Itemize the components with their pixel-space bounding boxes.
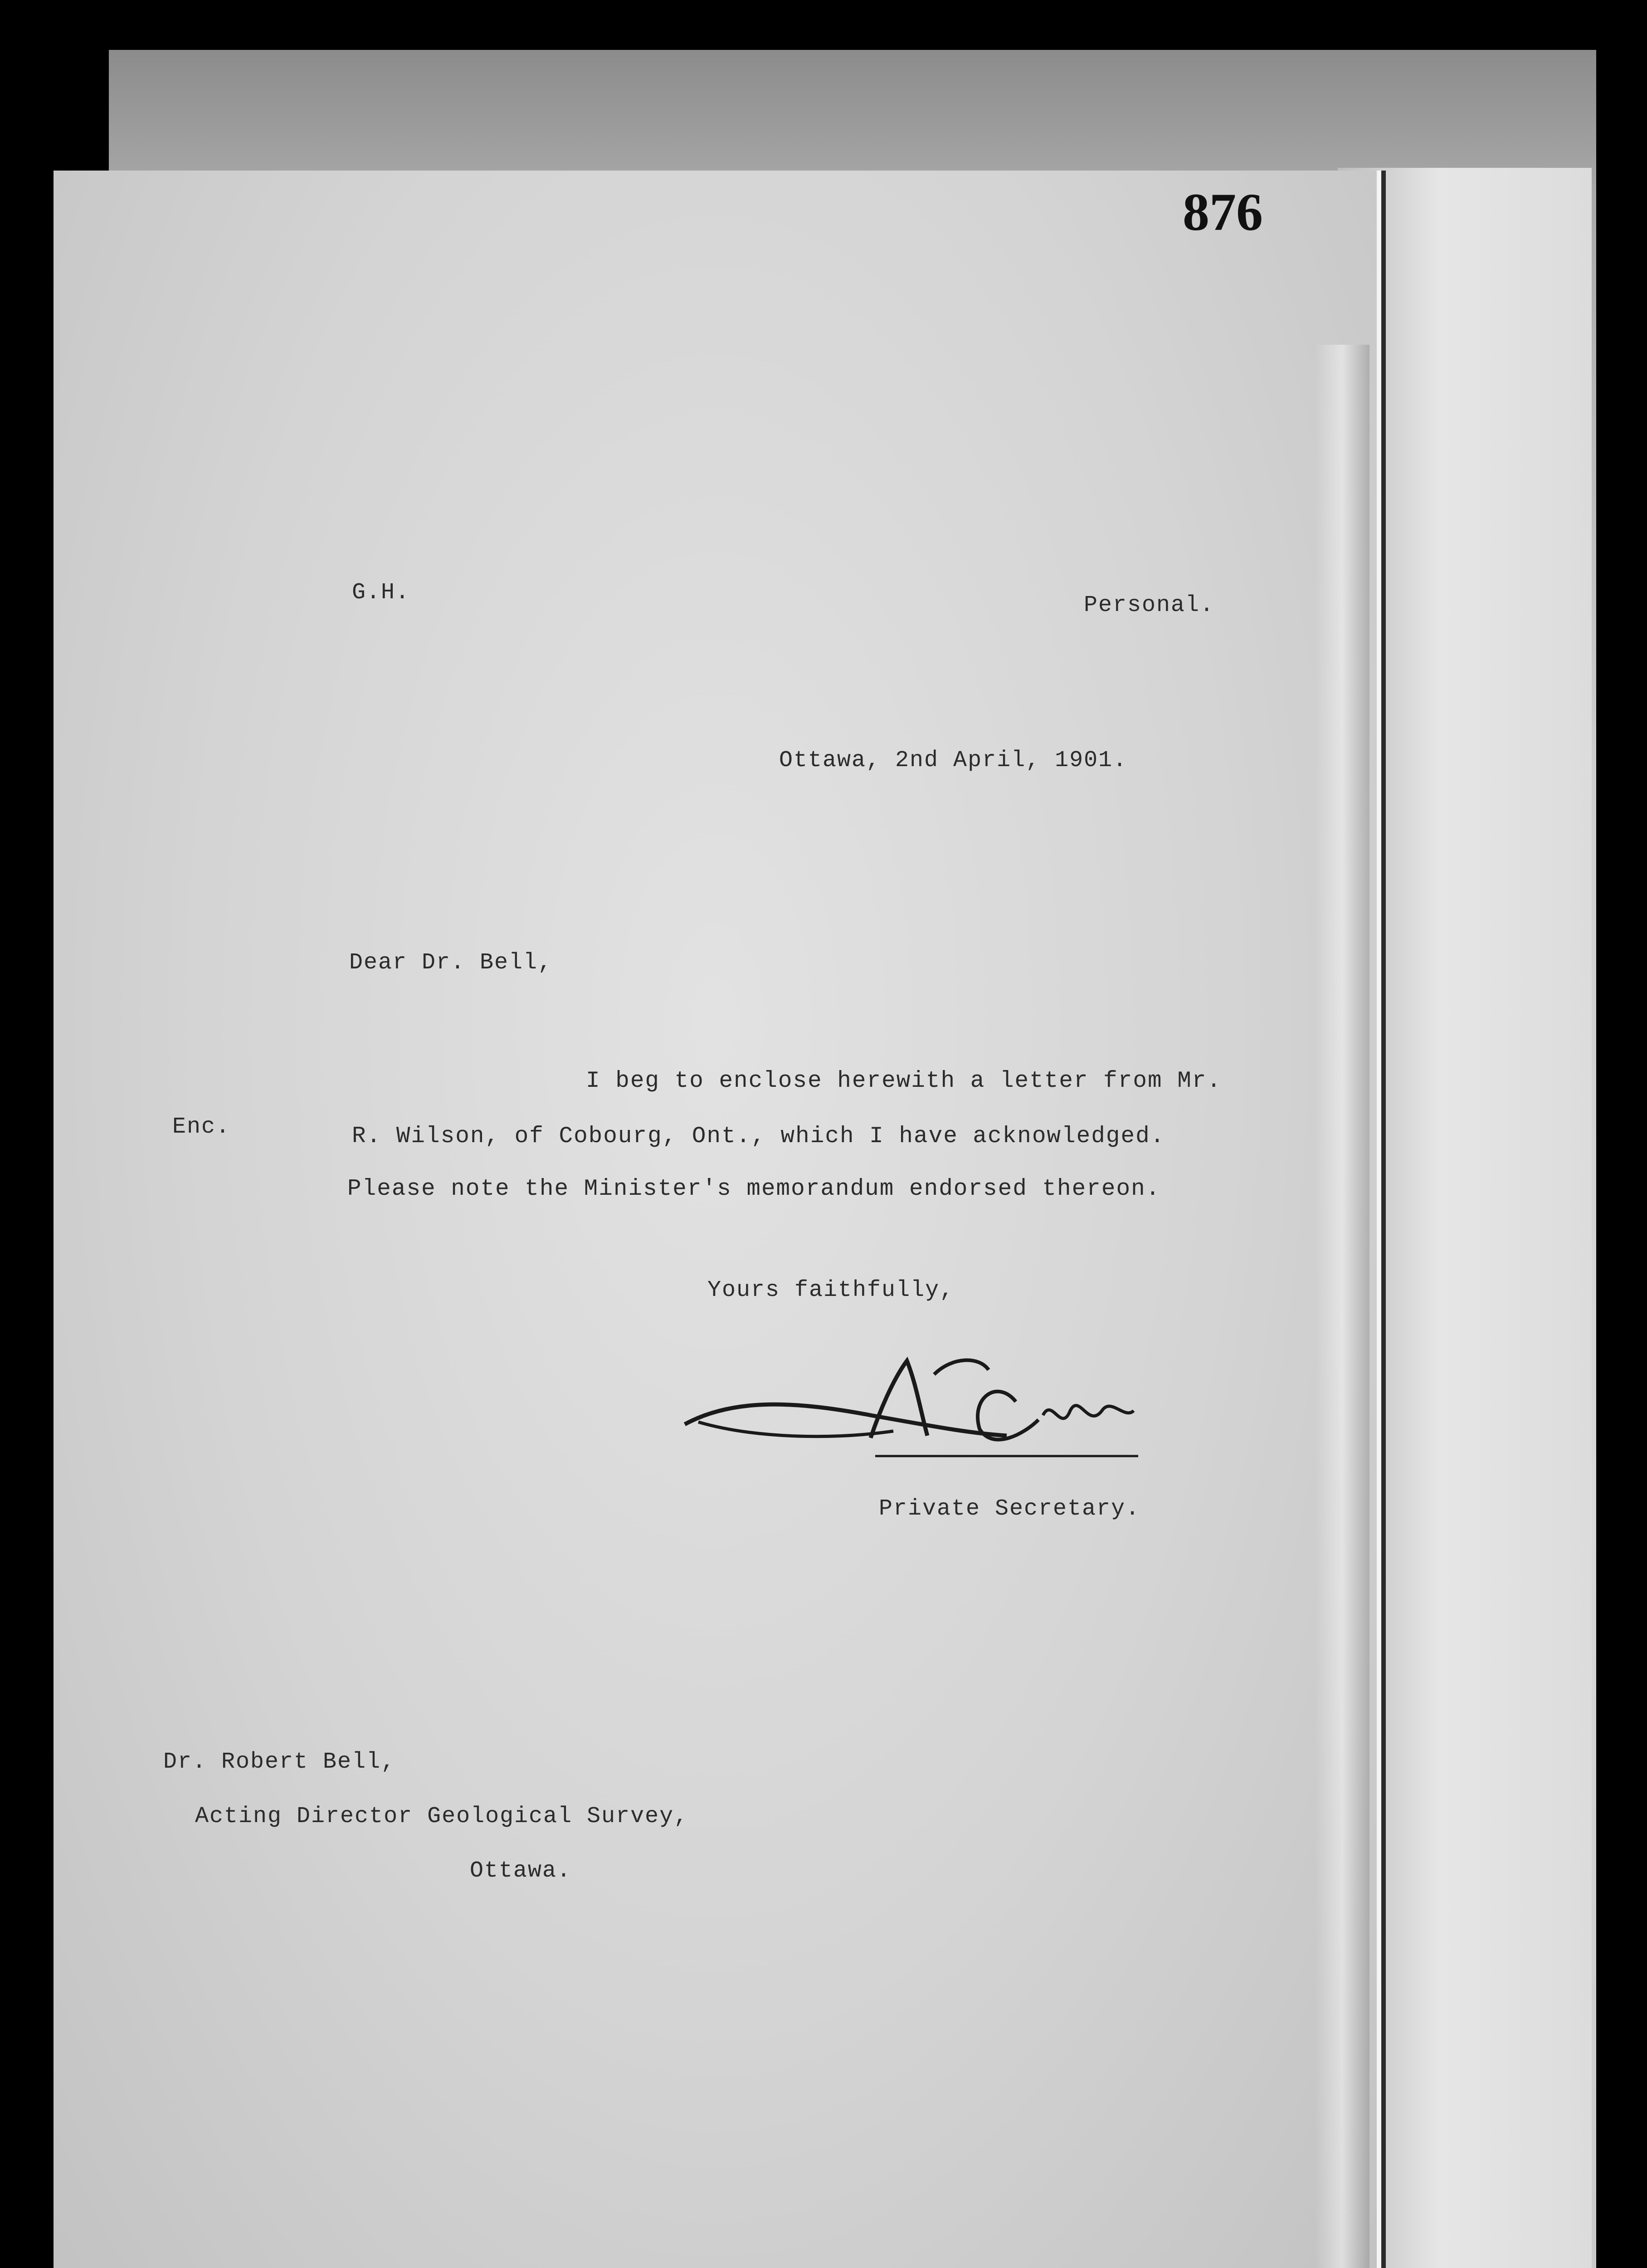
initials: G.H. [352, 580, 410, 606]
body-line: R. Wilson, of Cobourg, Ont., which I have acknowledged. [352, 1124, 1165, 1149]
closing: Yours faithfully, [707, 1277, 955, 1303]
enclosure-note: Enc. [172, 1114, 231, 1140]
recipient-line: Ottawa. [470, 1858, 572, 1884]
letter-sheet [54, 171, 1377, 2268]
salutation: Dear Dr. Bell, [349, 950, 553, 976]
dateline: Ottawa, 2nd April, 1901. [779, 748, 1128, 773]
folio-number: 876 [1183, 182, 1263, 242]
recipient-line: Acting Director Geological Survey, [195, 1804, 689, 1829]
sheet-fold-shadow [1315, 345, 1369, 2268]
body-line: Please note the Minister's memorandum endorsed thereon. [347, 1176, 1161, 1202]
body-line: I beg to enclose herewith a letter from Mr. [586, 1068, 1222, 1094]
recipient-line: Dr. Robert Bell, [163, 1749, 396, 1775]
signature-title: Private Secretary. [879, 1496, 1140, 1522]
personal-marking: Personal. [1084, 592, 1215, 618]
handwritten-signature [680, 1343, 1143, 1479]
